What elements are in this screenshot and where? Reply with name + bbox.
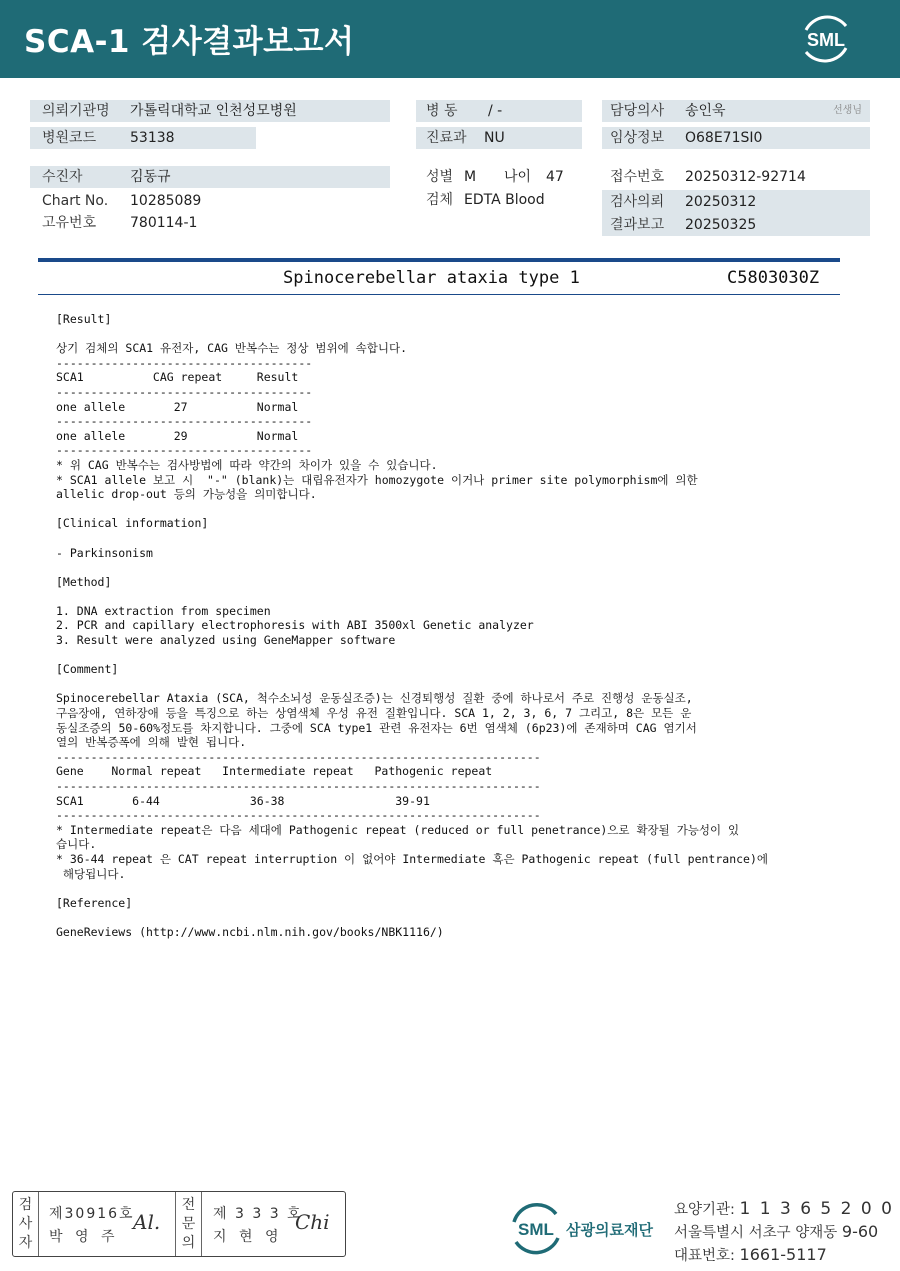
report-line [56,677,856,692]
report-line [56,910,856,925]
unique-no-value: 780114-1 [130,215,198,231]
report-line [56,560,856,575]
footer-org-name: 삼광의료재단 [566,1221,653,1239]
report-date-label: 결과보고 [610,217,665,233]
receipt-field [602,166,870,188]
report-line: Gene Normal repeat Intermediate repeat Pathogenic repeat [56,764,493,779]
patient-label: 수진자 [42,169,83,185]
specialist-license-no: 제 3 3 3 호 [213,1206,303,1222]
department-value: NU [484,130,505,146]
chart-no-label: Chart No. [42,193,109,209]
patient-field [30,166,390,188]
title-rule-top [38,258,840,262]
doctor-field [602,100,870,122]
report-line: 습니다. [56,837,97,852]
report-title: SCA-1 검사결과보고서 [24,24,355,60]
specialist-column [176,1192,202,1256]
footer-care-code [674,1198,894,1219]
report-line: 1. DNA extraction from specimen [56,603,271,618]
specialist-name: 지 현 영 [213,1229,283,1245]
phone-value: 1661-5117 [739,1245,827,1264]
report-line: ------------------------------------- [56,384,313,399]
report-line: SCA1 6-44 36-38 39-91 [56,793,430,808]
doctor-label: 담당의사 [610,103,665,119]
report-line [56,327,856,342]
specialist-col-char: 전 [181,1197,196,1213]
footer-phone [674,1244,827,1265]
care-code-label: 요양기관: [674,1202,735,1218]
clinical-info-value: O68E71SI0 [685,130,763,146]
report-line [56,589,856,604]
specialist-col-char: 의 [181,1235,196,1251]
report-line [56,648,856,663]
report-line: 해당됩니다. [56,866,126,881]
clinical-info-field [602,127,870,149]
sex-value: M [464,169,477,185]
test-name: Spinocerebellar ataxia type 1 [283,268,580,288]
patient-value: 김동규 [130,169,171,185]
footer-address [674,1221,878,1242]
report-line: 3. Result were analyzed using GeneMapper software [56,633,396,648]
hospital-code-value: 53138 [130,130,175,146]
report-section-heading: [Clinical information] [56,516,209,531]
logo-text: SML [807,30,845,50]
report-line: ---------------------------------------------------------------------- [56,749,541,764]
report-line: * 위 CAG 반복수는 검사방법에 따라 약간의 차이가 있을 수 있습니다. [56,457,438,472]
footer-logo-text: SML [518,1220,554,1239]
doctor-value: 송인욱 [685,103,726,119]
report-line: ---------------------------------------------------------------------- [56,779,541,793]
report-line: - Parkinsonism [56,545,153,560]
ward-value: / - [488,103,503,119]
examiner-name: 박 영 주 [49,1229,119,1245]
age-value: 47 [546,169,564,185]
report-line: GeneReviews (http://www.ncbi.nlm.nih.gov/books/NBK1116/) [56,924,444,939]
phone-label: 대표번호: [674,1248,735,1264]
report-line [56,502,856,517]
report-header [0,0,900,78]
report-line: Spinocerebellar Ataxia (SCA, 척수소뇌성 운동실조증)는 신경퇴행성 질환 중에 하나로서 주로 진행성 운동실조, [56,691,693,706]
institution-label: 의뢰기관명 [42,103,110,119]
report-date-value: 20250325 [685,217,757,233]
examiner-signature: Al. [133,1210,161,1234]
examiner-col-char: 사 [18,1216,33,1232]
report-line: 상기 검체의 SCA1 유전자, CAG 반복수는 정상 범위에 속합니다. [56,341,407,356]
institution-field [30,100,390,122]
report-line: * 36-44 repeat 은 CAT repeat interruption 이 없어야 Intermediate 혹은 Pathogenic repeat (full pentrance)에 [56,851,768,866]
report-line: ------------------------------------- [56,443,313,458]
report-line: ------------------------------------- [56,414,313,429]
request-date-label: 검사의뢰 [610,194,665,210]
report-body [56,312,856,940]
clinical-info-label: 임상정보 [610,130,665,146]
report-line: SCA1 CAG repeat Result [56,370,299,385]
receipt-label: 접수번호 [610,169,665,185]
specimen-value: EDTA Blood [464,192,545,208]
report-line: allelic drop-out 등의 가능성을 의미합니다. [56,487,317,502]
report-section-heading: [Method] [56,574,112,589]
unique-no-field [30,212,390,234]
title-rule-bottom [38,294,840,295]
address-label: 서울특별시 서초구 양재동 [674,1225,838,1241]
test-code: C5803030Z [727,268,820,288]
report-line: * Intermediate repeat은 다음 세대에 Pathogenic repeat (reduced or full penetrance)으로 확장될 가능성이 있 [56,822,740,837]
sml-footer-logo-icon [508,1200,564,1256]
report-line [56,531,856,546]
examiner-license-no: 제30916호 [49,1206,135,1222]
report-line [56,881,856,896]
hospital-code-field [30,127,256,149]
report-line: 구음장애, 연하장애 등을 특징으로 하는 상염색체 우성 유전 질환입니다. SCA 1, 2, 3, 6, 7 그리고, 8은 모든 운 [56,706,692,721]
specialist-col-char: 문 [181,1216,196,1232]
sex-age-field [416,166,596,188]
sml-logo-icon [798,12,854,66]
report-line: 동실조증의 50-60%정도를 차지합니다. 그중에 SCA type1 관련 유전자는 6번 염색체 (6p23)에 존재하며 CAG 염기서 [56,720,697,735]
doctor-suffix: 선생님 [833,105,862,116]
report-line: one allele 29 Normal [56,428,299,443]
unique-no-label: 고유번호 [42,215,97,231]
sex-label: 성별 [426,169,454,185]
dates-field [602,190,870,236]
care-code-value: 1 1 3 6 5 2 0 0 [739,1199,894,1219]
specimen-field [416,189,596,211]
department-label: 진료과 [426,130,467,146]
department-field [416,127,582,149]
report-section-heading: [Reference] [56,895,133,910]
request-date-value: 20250312 [685,194,757,210]
receipt-value: 20250312-92714 [685,169,806,185]
report-line: 2. PCR and capillary electrophoresis with ABI 3500xl Genetic analyzer [56,618,534,633]
report-line: * SCA1 allele 보고 시 "-" (blank)는 대립유전자가 homozygote 이거나 primer site polymorphism에 의한 [56,472,698,487]
hospital-code-label: 병원코드 [42,130,97,146]
report-line: one allele 27 Normal [56,399,299,414]
report-line: 열의 반복증폭에 의해 발현 됩니다. [56,735,247,750]
examiner-col-char: 자 [18,1235,33,1251]
report-line: ------------------------------------- [56,355,313,370]
specialist-signature: Chi [295,1210,330,1234]
institution-value: 가톨릭대학교 인천성모병원 [130,103,297,119]
report-section-heading: [Result] [56,312,112,326]
address-number: 9-60 [841,1222,879,1241]
signature-box [12,1191,346,1257]
age-label: 나이 [504,169,532,185]
examiner-col-char: 검 [18,1197,33,1213]
report-section-heading: [Comment] [56,662,119,677]
chart-no-value: 10285089 [130,193,202,209]
ward-field [416,100,582,122]
chart-no-field [30,190,390,212]
examiner-column [13,1192,39,1256]
specimen-label: 검체 [426,192,454,208]
ward-label: 병 동 [426,103,458,119]
report-line: ---------------------------------------------------------------------- [56,808,541,823]
